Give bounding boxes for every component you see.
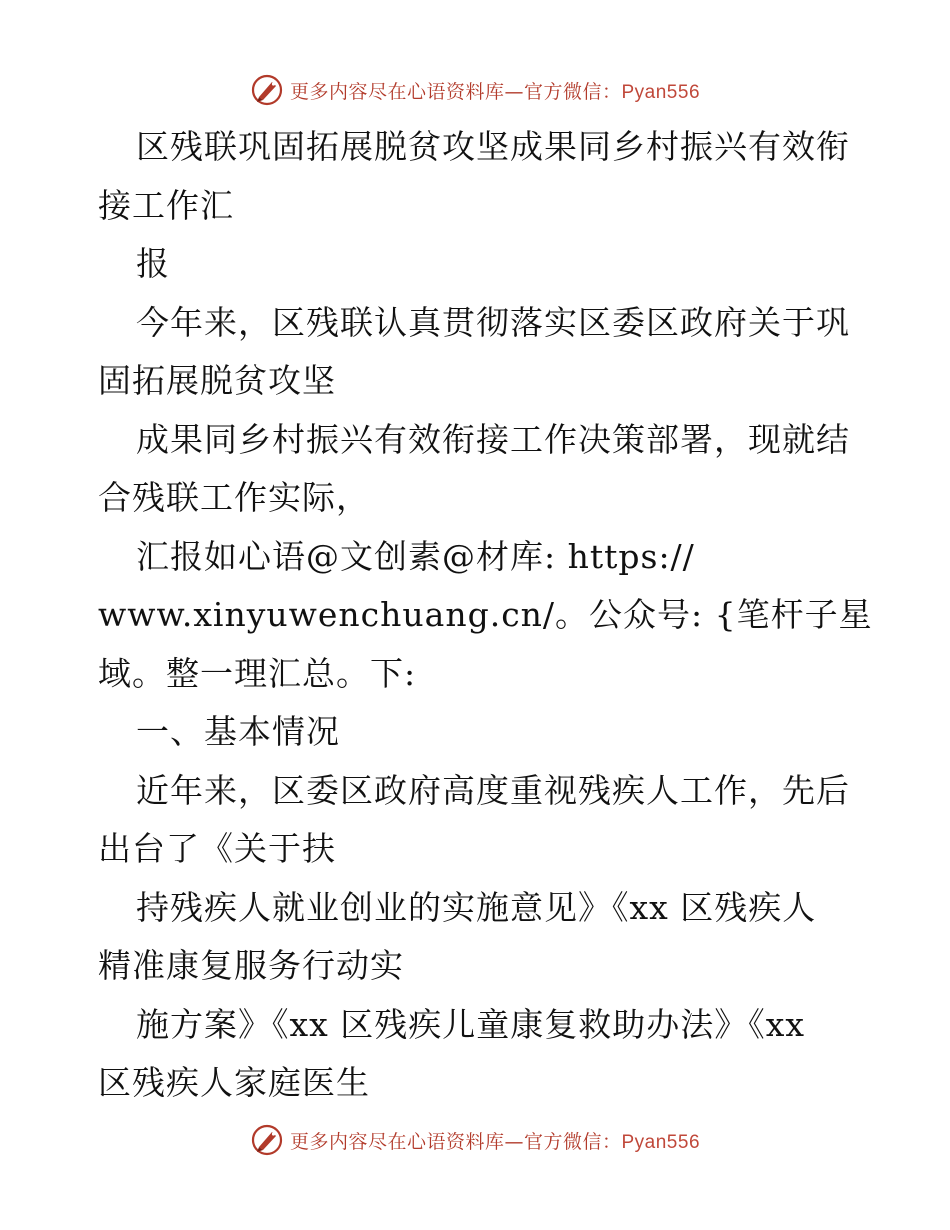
text-line: 区残联巩固拓展脱贫攻坚成果同乡村振兴有效衔 <box>136 127 850 166</box>
text-line: 今年来，区残联认真贯彻落实区委区政府关于巩 <box>136 302 850 342</box>
wechat-id: Pyan556 <box>621 1131 701 1153</box>
footer-watermark-banner <box>0 1120 950 1160</box>
text-line: 域。整一理汇总。下: <box>98 653 417 693</box>
text-line: 区残疾人家庭医生 <box>98 1063 370 1102</box>
banner-label: 更多内容尽在心语资料库—官方微信： <box>289 1130 622 1153</box>
banner-content <box>250 1123 700 1157</box>
banner-text <box>290 1127 700 1154</box>
document-body <box>98 118 873 1113</box>
pen-logo-icon <box>250 1123 284 1157</box>
header-watermark-banner <box>0 70 950 110</box>
text-line: 接工作汇 <box>98 185 234 225</box>
text-line: 出台了《关于扶 <box>98 829 336 868</box>
banner-label: 更多内容尽在心语资料库—官方微信： <box>289 80 622 103</box>
wechat-id: Pyan556 <box>621 81 701 103</box>
banner-text <box>290 77 700 104</box>
pen-logo-icon <box>250 73 284 107</box>
text-line: 持残疾人就业创业的实施意见》《xx 区残疾人 <box>136 887 817 927</box>
text-line: 一、基本情况 <box>136 712 340 751</box>
text-line: 汇报如心语@文创素@材库: https:// <box>136 536 695 576</box>
text-line: 精准康复服务行动实 <box>98 946 404 985</box>
text-line: 成果同乡村振兴有效衔接工作决策部署，现就结 <box>136 419 850 459</box>
text-line: 固拓展脱贫攻坚 <box>98 361 336 400</box>
text-line: 施方案》《xx 区残疾儿童康复救助办法》《xx <box>136 1004 805 1044</box>
text-line: 报 <box>136 244 170 283</box>
text-line: 近年来，区委区政府高度重视残疾人工作，先后 <box>136 770 850 810</box>
text-line: 合残联工作实际， <box>98 478 370 517</box>
text-line: www.xinyuwenchuang.cn/。公众号: {笔杆子星 <box>98 595 873 634</box>
banner-content <box>250 73 700 107</box>
